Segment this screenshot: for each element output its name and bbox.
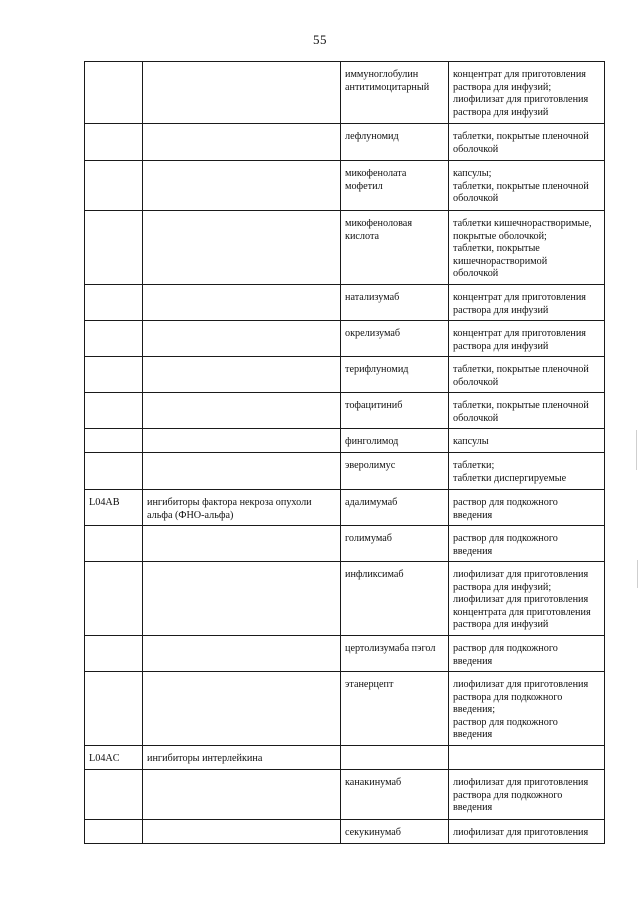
drug-name-cell: [341, 746, 449, 770]
dosage-form-cell: лиофилизат для приготовления: [449, 820, 605, 844]
group-name-cell: [143, 357, 341, 393]
dosage-form-cell: таблетки; таблетки диспергируемые: [449, 453, 605, 490]
group-name-cell: [143, 429, 341, 453]
group-name-cell: [143, 285, 341, 321]
drug-name-cell: микофенолата мофетил: [341, 161, 449, 211]
group-name-cell: [143, 62, 341, 124]
drug-name-cell: голимумаб: [341, 526, 449, 562]
dosage-form-cell: концентрат для приготовления раствора для инфузий; лиофилизат для приготовления раствора для инфузий: [449, 62, 605, 124]
atc-code-cell: [85, 562, 143, 636]
table-row: [85, 285, 605, 321]
dosage-form-cell: лиофилизат для приготовления раствора для инфузий; лиофилизат для приготовления концентрата для приготовления раствора для инфузий: [449, 562, 605, 636]
atc-code-cell: [85, 161, 143, 211]
atc-code-cell: [85, 770, 143, 820]
dosage-form-cell: таблетки кишечнорастворимые, покрытые оболочкой; таблетки, покрытые кишечнорастворимой оболочкой: [449, 211, 605, 285]
drug-name-cell: адалимумаб: [341, 490, 449, 526]
table-row: [85, 526, 605, 562]
dosage-form-cell: концентрат для приготовления раствора для инфузий: [449, 321, 605, 357]
dosage-form-cell: капсулы: [449, 429, 605, 453]
scan-artifact-line: [637, 560, 638, 588]
table-row: [85, 393, 605, 429]
group-name-cell: [143, 820, 341, 844]
table-row: [85, 211, 605, 285]
drug-name-cell: иммуноглобулин антитимоцитарный: [341, 62, 449, 124]
dosage-form-cell: таблетки, покрытые пленочной оболочкой: [449, 357, 605, 393]
table-row: [85, 357, 605, 393]
atc-code-cell: [85, 820, 143, 844]
dosage-form-cell: раствор для подкожного введения: [449, 490, 605, 526]
group-name-cell: [143, 321, 341, 357]
group-name-cell: [143, 526, 341, 562]
atc-code-cell: [85, 393, 143, 429]
atc-code-cell: [85, 453, 143, 490]
group-name-cell: ингибиторы фактора некроза опухоли альфа (ФНО-альфа): [143, 490, 341, 526]
drug-name-cell: тофацитиниб: [341, 393, 449, 429]
group-name-cell: [143, 770, 341, 820]
drug-name-cell: этанерцепт: [341, 672, 449, 746]
group-name-cell: [143, 393, 341, 429]
table-row: [85, 770, 605, 820]
atc-code-cell: L04AC: [85, 746, 143, 770]
dosage-form-cell: концентрат для приготовления раствора для инфузий: [449, 285, 605, 321]
drug-name-cell: секукинумаб: [341, 820, 449, 844]
group-name-cell: ингибиторы интерлейкина: [143, 746, 341, 770]
drug-table: [84, 61, 605, 844]
drug-name-cell: натализумаб: [341, 285, 449, 321]
group-name-cell: [143, 562, 341, 636]
drug-name-cell: эверолимус: [341, 453, 449, 490]
table-row: [85, 672, 605, 746]
atc-code-cell: [85, 285, 143, 321]
dosage-form-cell: капсулы; таблетки, покрытые пленочной оболочкой: [449, 161, 605, 211]
table-row: [85, 746, 605, 770]
drug-name-cell: окрелизумаб: [341, 321, 449, 357]
group-name-cell: [143, 636, 341, 672]
group-name-cell: [143, 211, 341, 285]
drug-name-cell: микофеноловая кислота: [341, 211, 449, 285]
scan-artifact-line: [636, 430, 637, 470]
table-row: [85, 62, 605, 124]
dosage-form-cell: [449, 746, 605, 770]
group-name-cell: [143, 161, 341, 211]
atc-code-cell: [85, 62, 143, 124]
drug-name-cell: финголимод: [341, 429, 449, 453]
drug-name-cell: цертолизумаба пэгол: [341, 636, 449, 672]
table-row: [85, 321, 605, 357]
atc-code-cell: [85, 357, 143, 393]
table-row: [85, 161, 605, 211]
table-row: [85, 429, 605, 453]
group-name-cell: [143, 124, 341, 161]
dosage-form-cell: раствор для подкожного введения: [449, 526, 605, 562]
atc-code-cell: [85, 211, 143, 285]
drug-name-cell: инфликсимаб: [341, 562, 449, 636]
group-name-cell: [143, 672, 341, 746]
table-row: [85, 453, 605, 490]
atc-code-cell: [85, 124, 143, 161]
dosage-form-cell: таблетки, покрытые пленочной оболочкой: [449, 124, 605, 161]
table-row: [85, 124, 605, 161]
table-row: [85, 562, 605, 636]
atc-code-cell: [85, 526, 143, 562]
dosage-form-cell: лиофилизат для приготовления раствора для подкожного введения; раствор для подкожного введения: [449, 672, 605, 746]
atc-code-cell: L04AB: [85, 490, 143, 526]
drug-name-cell: канакинумаб: [341, 770, 449, 820]
table-row: [85, 820, 605, 844]
group-name-cell: [143, 453, 341, 490]
dosage-form-cell: раствор для подкожного введения: [449, 636, 605, 672]
atc-code-cell: [85, 636, 143, 672]
atc-code-cell: [85, 429, 143, 453]
drug-name-cell: лефлуномид: [341, 124, 449, 161]
dosage-form-cell: лиофилизат для приготовления раствора для подкожного введения: [449, 770, 605, 820]
atc-code-cell: [85, 321, 143, 357]
drug-name-cell: терифлуномид: [341, 357, 449, 393]
table-row: [85, 490, 605, 526]
dosage-form-cell: таблетки, покрытые пленочной оболочкой: [449, 393, 605, 429]
page-number: 55: [313, 32, 327, 47]
table-row: [85, 636, 605, 672]
atc-code-cell: [85, 672, 143, 746]
